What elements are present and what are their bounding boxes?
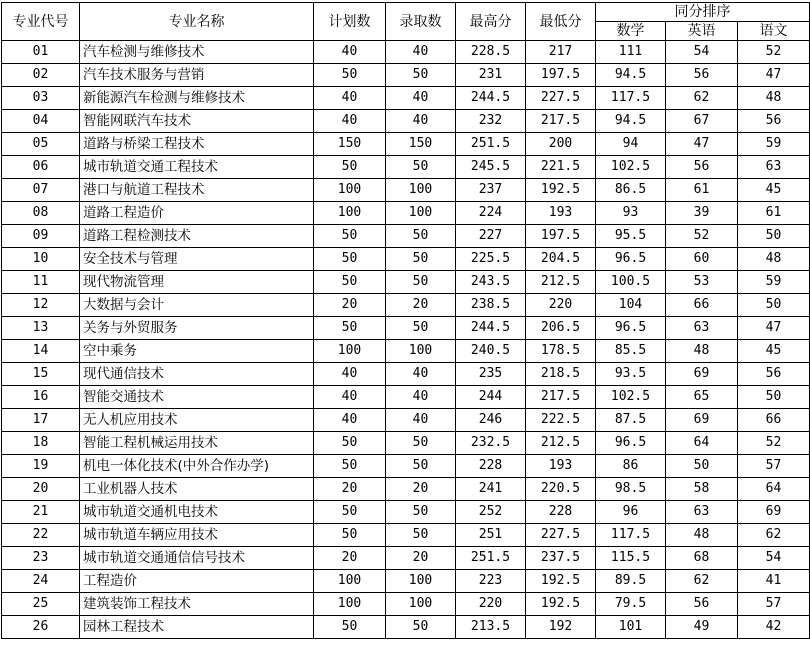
cell-english: 66 bbox=[666, 294, 738, 317]
cell-min: 192.5 bbox=[526, 593, 596, 616]
cell-code: 15 bbox=[2, 363, 80, 386]
cell-min: 220.5 bbox=[526, 478, 596, 501]
cell-max: 246 bbox=[456, 409, 526, 432]
cell-code: 12 bbox=[2, 294, 80, 317]
cell-math: 79.5 bbox=[596, 593, 666, 616]
cell-min: 206.5 bbox=[526, 317, 596, 340]
cell-name: 港口与航道工程技术 bbox=[80, 179, 314, 202]
cell-math: 85.5 bbox=[596, 340, 666, 363]
table-row bbox=[2, 110, 810, 133]
header-min: 最低分 bbox=[526, 3, 596, 41]
cell-min: 227.5 bbox=[526, 524, 596, 547]
cell-math: 117.5 bbox=[596, 87, 666, 110]
table-row bbox=[2, 64, 810, 87]
cell-max: 235 bbox=[456, 363, 526, 386]
table-row bbox=[2, 179, 810, 202]
cell-math: 111 bbox=[596, 41, 666, 64]
cell-code: 17 bbox=[2, 409, 80, 432]
cell-name: 空中乘务 bbox=[80, 340, 314, 363]
cell-code: 20 bbox=[2, 478, 80, 501]
cell-code: 07 bbox=[2, 179, 80, 202]
cell-english: 63 bbox=[666, 317, 738, 340]
cell-name: 关务与外贸服务 bbox=[80, 317, 314, 340]
table-row bbox=[2, 478, 810, 501]
cell-admit: 100 bbox=[386, 570, 456, 593]
cell-chinese: 50 bbox=[738, 294, 810, 317]
cell-min: 220 bbox=[526, 294, 596, 317]
table-row bbox=[2, 87, 810, 110]
cell-code: 16 bbox=[2, 386, 80, 409]
table-body bbox=[2, 41, 810, 639]
cell-min: 218.5 bbox=[526, 363, 596, 386]
cell-name: 城市轨道交通工程技术 bbox=[80, 156, 314, 179]
cell-plan: 50 bbox=[314, 271, 386, 294]
cell-chinese: 42 bbox=[738, 616, 810, 639]
cell-plan: 40 bbox=[314, 110, 386, 133]
cell-chinese: 50 bbox=[738, 386, 810, 409]
table-row bbox=[2, 432, 810, 455]
cell-english: 53 bbox=[666, 271, 738, 294]
table-row bbox=[2, 294, 810, 317]
cell-math: 115.5 bbox=[596, 547, 666, 570]
cell-code: 05 bbox=[2, 133, 80, 156]
cell-math: 86 bbox=[596, 455, 666, 478]
cell-english: 56 bbox=[666, 156, 738, 179]
cell-plan: 50 bbox=[314, 225, 386, 248]
cell-admit: 20 bbox=[386, 547, 456, 570]
cell-chinese: 48 bbox=[738, 87, 810, 110]
table-row bbox=[2, 271, 810, 294]
cell-english: 62 bbox=[666, 570, 738, 593]
cell-admit: 40 bbox=[386, 41, 456, 64]
cell-english: 54 bbox=[666, 41, 738, 64]
cell-chinese: 63 bbox=[738, 156, 810, 179]
cell-max: 245.5 bbox=[456, 156, 526, 179]
header-admit: 录取数 bbox=[386, 3, 456, 41]
cell-code: 11 bbox=[2, 271, 80, 294]
cell-english: 48 bbox=[666, 340, 738, 363]
cell-chinese: 59 bbox=[738, 133, 810, 156]
cell-min: 217.5 bbox=[526, 386, 596, 409]
table-row bbox=[2, 340, 810, 363]
table-row bbox=[2, 202, 810, 225]
cell-admit: 100 bbox=[386, 202, 456, 225]
table-row bbox=[2, 501, 810, 524]
cell-math: 87.5 bbox=[596, 409, 666, 432]
cell-name: 工程造价 bbox=[80, 570, 314, 593]
cell-plan: 50 bbox=[314, 616, 386, 639]
cell-max: 241 bbox=[456, 478, 526, 501]
cell-admit: 40 bbox=[386, 110, 456, 133]
cell-max: 224 bbox=[456, 202, 526, 225]
cell-chinese: 50 bbox=[738, 225, 810, 248]
cell-name: 大数据与会计 bbox=[80, 294, 314, 317]
cell-english: 69 bbox=[666, 409, 738, 432]
cell-min: 197.5 bbox=[526, 225, 596, 248]
cell-name: 城市轨道交通通信信号技术 bbox=[80, 547, 314, 570]
cell-code: 24 bbox=[2, 570, 80, 593]
cell-plan: 40 bbox=[314, 409, 386, 432]
cell-max: 225.5 bbox=[456, 248, 526, 271]
cell-english: 50 bbox=[666, 455, 738, 478]
cell-max: 223 bbox=[456, 570, 526, 593]
cell-max: 237 bbox=[456, 179, 526, 202]
cell-min: 237.5 bbox=[526, 547, 596, 570]
table-row bbox=[2, 616, 810, 639]
cell-code: 22 bbox=[2, 524, 80, 547]
cell-admit: 50 bbox=[386, 455, 456, 478]
cell-english: 65 bbox=[666, 386, 738, 409]
cell-english: 56 bbox=[666, 64, 738, 87]
cell-plan: 100 bbox=[314, 340, 386, 363]
cell-admit: 50 bbox=[386, 225, 456, 248]
cell-plan: 50 bbox=[314, 156, 386, 179]
cell-min: 192 bbox=[526, 616, 596, 639]
cell-math: 94 bbox=[596, 133, 666, 156]
cell-admit: 40 bbox=[386, 409, 456, 432]
cell-math: 101 bbox=[596, 616, 666, 639]
cell-chinese: 69 bbox=[738, 501, 810, 524]
cell-max: 213.5 bbox=[456, 616, 526, 639]
cell-code: 01 bbox=[2, 41, 80, 64]
cell-chinese: 62 bbox=[738, 524, 810, 547]
cell-max: 232.5 bbox=[456, 432, 526, 455]
cell-plan: 50 bbox=[314, 64, 386, 87]
cell-math: 96.5 bbox=[596, 432, 666, 455]
table-row bbox=[2, 363, 810, 386]
cell-code: 21 bbox=[2, 501, 80, 524]
cell-english: 60 bbox=[666, 248, 738, 271]
cell-chinese: 48 bbox=[738, 248, 810, 271]
cell-min: 227.5 bbox=[526, 87, 596, 110]
cell-admit: 150 bbox=[386, 133, 456, 156]
cell-code: 06 bbox=[2, 156, 80, 179]
cell-chinese: 61 bbox=[738, 202, 810, 225]
cell-math: 104 bbox=[596, 294, 666, 317]
cell-max: 252 bbox=[456, 501, 526, 524]
cell-code: 18 bbox=[2, 432, 80, 455]
cell-max: 228.5 bbox=[456, 41, 526, 64]
cell-name: 建筑装饰工程技术 bbox=[80, 593, 314, 616]
table-row bbox=[2, 570, 810, 593]
cell-max: 251.5 bbox=[456, 547, 526, 570]
cell-admit: 50 bbox=[386, 271, 456, 294]
cell-min: 204.5 bbox=[526, 248, 596, 271]
cell-math: 89.5 bbox=[596, 570, 666, 593]
cell-english: 52 bbox=[666, 225, 738, 248]
cell-admit: 50 bbox=[386, 317, 456, 340]
cell-chinese: 54 bbox=[738, 547, 810, 570]
cell-chinese: 56 bbox=[738, 110, 810, 133]
cell-name: 机电一体化技术(中外合作办学) bbox=[80, 455, 314, 478]
cell-plan: 20 bbox=[314, 547, 386, 570]
cell-min: 217.5 bbox=[526, 110, 596, 133]
cell-min: 193 bbox=[526, 202, 596, 225]
table-row bbox=[2, 41, 810, 64]
cell-english: 61 bbox=[666, 179, 738, 202]
cell-math: 100.5 bbox=[596, 271, 666, 294]
cell-english: 68 bbox=[666, 547, 738, 570]
table-row bbox=[2, 225, 810, 248]
cell-math: 96.5 bbox=[596, 248, 666, 271]
cell-max: 251 bbox=[456, 524, 526, 547]
cell-english: 56 bbox=[666, 593, 738, 616]
cell-code: 02 bbox=[2, 64, 80, 87]
cell-code: 25 bbox=[2, 593, 80, 616]
table-row bbox=[2, 593, 810, 616]
cell-admit: 100 bbox=[386, 340, 456, 363]
cell-math: 86.5 bbox=[596, 179, 666, 202]
cell-max: 238.5 bbox=[456, 294, 526, 317]
cell-plan: 40 bbox=[314, 386, 386, 409]
cell-plan: 20 bbox=[314, 294, 386, 317]
cell-name: 园林工程技术 bbox=[80, 616, 314, 639]
cell-name: 新能源汽车检测与维修技术 bbox=[80, 87, 314, 110]
cell-name: 道路与桥梁工程技术 bbox=[80, 133, 314, 156]
cell-max: 220 bbox=[456, 593, 526, 616]
cell-chinese: 41 bbox=[738, 570, 810, 593]
cell-admit: 50 bbox=[386, 248, 456, 271]
cell-chinese: 64 bbox=[738, 478, 810, 501]
cell-math: 93.5 bbox=[596, 363, 666, 386]
cell-admit: 20 bbox=[386, 478, 456, 501]
cell-plan: 100 bbox=[314, 202, 386, 225]
cell-min: 222.5 bbox=[526, 409, 596, 432]
table-row bbox=[2, 386, 810, 409]
table-row bbox=[2, 317, 810, 340]
cell-english: 64 bbox=[666, 432, 738, 455]
cell-min: 212.5 bbox=[526, 271, 596, 294]
table-row bbox=[2, 409, 810, 432]
cell-chinese: 52 bbox=[738, 432, 810, 455]
cell-plan: 50 bbox=[314, 524, 386, 547]
cell-english: 47 bbox=[666, 133, 738, 156]
cell-min: 212.5 bbox=[526, 432, 596, 455]
cell-math: 94.5 bbox=[596, 110, 666, 133]
cell-min: 221.5 bbox=[526, 156, 596, 179]
cell-code: 08 bbox=[2, 202, 80, 225]
cell-plan: 50 bbox=[314, 455, 386, 478]
cell-name: 无人机应用技术 bbox=[80, 409, 314, 432]
cell-plan: 100 bbox=[314, 179, 386, 202]
cell-math: 94.5 bbox=[596, 64, 666, 87]
cell-min: 217 bbox=[526, 41, 596, 64]
cell-min: 228 bbox=[526, 501, 596, 524]
cell-admit: 40 bbox=[386, 386, 456, 409]
cell-plan: 50 bbox=[314, 248, 386, 271]
table-row bbox=[2, 524, 810, 547]
cell-admit: 50 bbox=[386, 156, 456, 179]
cell-max: 228 bbox=[456, 455, 526, 478]
cell-admit: 50 bbox=[386, 64, 456, 87]
cell-chinese: 57 bbox=[738, 455, 810, 478]
cell-plan: 40 bbox=[314, 87, 386, 110]
cell-chinese: 47 bbox=[738, 64, 810, 87]
cell-english: 58 bbox=[666, 478, 738, 501]
cell-chinese: 47 bbox=[738, 317, 810, 340]
header-chinese: 语文 bbox=[738, 22, 810, 41]
cell-english: 63 bbox=[666, 501, 738, 524]
cell-max: 244.5 bbox=[456, 317, 526, 340]
cell-english: 39 bbox=[666, 202, 738, 225]
cell-plan: 50 bbox=[314, 501, 386, 524]
cell-chinese: 45 bbox=[738, 179, 810, 202]
header-math: 数学 bbox=[596, 22, 666, 41]
cell-admit: 100 bbox=[386, 179, 456, 202]
table-row bbox=[2, 133, 810, 156]
cell-max: 231 bbox=[456, 64, 526, 87]
header-rank-group: 同分排序 bbox=[596, 3, 810, 22]
cell-max: 240.5 bbox=[456, 340, 526, 363]
cell-math: 102.5 bbox=[596, 386, 666, 409]
cell-min: 178.5 bbox=[526, 340, 596, 363]
cell-name: 智能网联汽车技术 bbox=[80, 110, 314, 133]
cell-plan: 50 bbox=[314, 432, 386, 455]
cell-code: 03 bbox=[2, 87, 80, 110]
cell-math: 95.5 bbox=[596, 225, 666, 248]
table-row bbox=[2, 248, 810, 271]
cell-english: 49 bbox=[666, 616, 738, 639]
cell-name: 城市轨道车辆应用技术 bbox=[80, 524, 314, 547]
cell-chinese: 59 bbox=[738, 271, 810, 294]
cell-max: 232 bbox=[456, 110, 526, 133]
cell-admit: 50 bbox=[386, 501, 456, 524]
cell-plan: 50 bbox=[314, 317, 386, 340]
cell-admit: 40 bbox=[386, 87, 456, 110]
cell-chinese: 56 bbox=[738, 363, 810, 386]
cell-math: 93 bbox=[596, 202, 666, 225]
cell-chinese: 52 bbox=[738, 41, 810, 64]
cell-code: 14 bbox=[2, 340, 80, 363]
cell-math: 102.5 bbox=[596, 156, 666, 179]
cell-admit: 20 bbox=[386, 294, 456, 317]
cell-chinese: 66 bbox=[738, 409, 810, 432]
cell-chinese: 57 bbox=[738, 593, 810, 616]
cell-chinese: 45 bbox=[738, 340, 810, 363]
cell-name: 汽车技术服务与营销 bbox=[80, 64, 314, 87]
header-max: 最高分 bbox=[456, 3, 526, 41]
cell-max: 251.5 bbox=[456, 133, 526, 156]
cell-admit: 50 bbox=[386, 616, 456, 639]
header-name: 专业名称 bbox=[80, 3, 314, 41]
cell-math: 117.5 bbox=[596, 524, 666, 547]
cell-admit: 50 bbox=[386, 432, 456, 455]
table-row bbox=[2, 547, 810, 570]
cell-admit: 100 bbox=[386, 593, 456, 616]
cell-admit: 50 bbox=[386, 524, 456, 547]
cell-english: 69 bbox=[666, 363, 738, 386]
cell-min: 193 bbox=[526, 455, 596, 478]
cell-plan: 20 bbox=[314, 478, 386, 501]
cell-name: 安全技术与管理 bbox=[80, 248, 314, 271]
cell-min: 200 bbox=[526, 133, 596, 156]
cell-admit: 40 bbox=[386, 363, 456, 386]
cell-code: 23 bbox=[2, 547, 80, 570]
header-code: 专业代号 bbox=[2, 3, 80, 41]
cell-min: 192.5 bbox=[526, 570, 596, 593]
cell-plan: 40 bbox=[314, 41, 386, 64]
table-header bbox=[2, 3, 810, 41]
admission-score-table bbox=[1, 2, 810, 639]
header-english: 英语 bbox=[666, 22, 738, 41]
cell-name: 现代物流管理 bbox=[80, 271, 314, 294]
cell-min: 192.5 bbox=[526, 179, 596, 202]
table-row bbox=[2, 455, 810, 478]
cell-code: 10 bbox=[2, 248, 80, 271]
cell-english: 62 bbox=[666, 87, 738, 110]
cell-code: 26 bbox=[2, 616, 80, 639]
cell-name: 道路工程检测技术 bbox=[80, 225, 314, 248]
cell-name: 智能交通技术 bbox=[80, 386, 314, 409]
cell-math: 96.5 bbox=[596, 317, 666, 340]
cell-code: 13 bbox=[2, 317, 80, 340]
cell-max: 227 bbox=[456, 225, 526, 248]
cell-math: 98.5 bbox=[596, 478, 666, 501]
cell-code: 04 bbox=[2, 110, 80, 133]
cell-min: 197.5 bbox=[526, 64, 596, 87]
cell-name: 智能工程机械运用技术 bbox=[80, 432, 314, 455]
cell-code: 09 bbox=[2, 225, 80, 248]
cell-name: 城市轨道交通机电技术 bbox=[80, 501, 314, 524]
header-plan: 计划数 bbox=[314, 3, 386, 41]
cell-plan: 100 bbox=[314, 593, 386, 616]
table-row bbox=[2, 156, 810, 179]
cell-name: 道路工程造价 bbox=[80, 202, 314, 225]
cell-name: 汽车检测与维修技术 bbox=[80, 41, 314, 64]
cell-name: 现代通信技术 bbox=[80, 363, 314, 386]
cell-code: 19 bbox=[2, 455, 80, 478]
cell-name: 工业机器人技术 bbox=[80, 478, 314, 501]
cell-plan: 150 bbox=[314, 133, 386, 156]
cell-max: 244.5 bbox=[456, 87, 526, 110]
cell-max: 243.5 bbox=[456, 271, 526, 294]
cell-english: 67 bbox=[666, 110, 738, 133]
cell-english: 48 bbox=[666, 524, 738, 547]
cell-max: 244 bbox=[456, 386, 526, 409]
cell-plan: 100 bbox=[314, 570, 386, 593]
cell-math: 96 bbox=[596, 501, 666, 524]
cell-plan: 40 bbox=[314, 363, 386, 386]
